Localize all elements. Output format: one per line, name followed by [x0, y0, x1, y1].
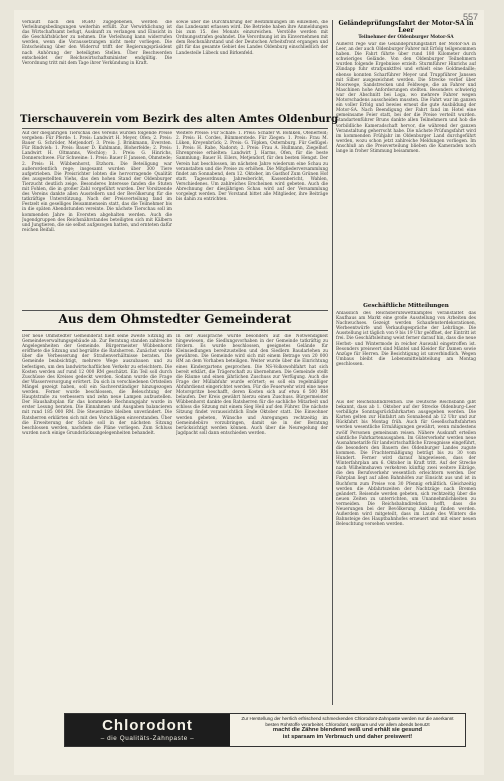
- gemeinderat-heading-block: [20, 312, 330, 326]
- left-top-column-1: [22, 20, 172, 108]
- motor-sa-headline: Geländeprüfungsfahrt der Motor-SA in Leer: [338, 20, 474, 34]
- newspaper-page: [14, 10, 484, 775]
- reichsbahn-text: Aus der Reichsbahndirektion. Die Deutsche Reichsbahn gibt bekannt, dass ab 1. Oktober auf der Strecke Oldenburg–Leer verbilligte Sonntagsrückfahrkarten ausgegeben werden. Die Karten gelten zur Hinfahrt am Sonnabend ab 12 Uhr und zur Rückfahrt bis Montag früh. Auch für Gesellschaftsfahrten werden wesentliche Ermäßigungen gewährt, wenn mindestens zwölf Personen gemeinsam reisen. Nähere Auskunft erteilen sämtliche Fahrkartenausgaben. Im Güterverkehr werden neue Ausnahmetarife für landwirtschaftliche Erzeugnisse eingeführt, die besonders den Bauern des Oldenburger Landes zugute kommen. Die Frachtermäßigung beträgt bis zu 30 vom Hundert. Ferner wird darauf hingewiesen, dass der Winterfahrplan am 6. Oktober in Kraft tritt. Auf der Strecke nach Wilhelmshaven verkehren künftig zwei weitere Eilzüge, die den Berufsverkehr wesentlich erleichtern werden. Der Fahrplan liegt auf allen Bahnhöfen zur Einsicht aus und ist in Buchform zum Preise von 30 Pfennig erhältlich. Gleichzeitig werden die Abfahrtszeiten der Nachtzüge nach Bremen geändert. Reisende werden gebeten, sich rechtzeitig über die neuen Zeiten zu unterrichten, um Unannehmlichkeiten zu vermeiden. Die Reichsbahndirektion hofft, dass die Neuerungen bei der Bevölkerung Anklang finden werden. Außerdem wird mitgeteilt, dass im Laufe des Winters die Bahnsteige des Hauptbahnhofes erneuert und mit einer neuen Beleuchtung versehen werden.: [336, 400, 476, 528]
- tierschau-column-2: [176, 131, 328, 275]
- left-top-text-2: sowie über die Durchführung der Bestimmungen im einzelnen, die das Landesamt erlassen wird. Die Betriebe haben ihre Anmeldungen bis zum 15. des Monats einzureichen. Verstöße werden mit Ordnungsstrafen geahndet. Die Verordnung ist im Einvernehmen mit dem Reichsnährstand und der Deutschen Arbeitsfront ergangen und gilt für das gesamte Gebiet des Landes Oldenburg einschließlich der Landesteile Lübeck und Birkenfeld.: [176, 20, 328, 56]
- right-column: [336, 20, 476, 718]
- left-top-column-2: [176, 20, 328, 108]
- tierschau-rule: [22, 128, 328, 129]
- gemeinderat-text-1: Der neue Ohmstedter Gemeinderat hielt seine zweite Sitzung im Gemeindeverwaltungsgebäude ab. Zur Beratung standen zahlreiche Angelegenheiten der Gemeinde. Bürgermeister Wübbenhorst eröffnete die Sitzung und begrüßte die Ratsherren. Zunächst wurde über die Verbesserung der Straßenverhältnisse beraten. Die Gemeinde beabsichtigt, mehrere Wege auszubauen und zu befestigen, um den landwirtschaftlichen Verkehr zu erleichtern. Die Kosten werden auf rund 12 000 RM geschätzt. Ein Teil soll durch Zuschüsse des Kreises gedeckt werden. Sodann wurde die Frage der Wasserversorgung erörtert. Da sich in verschiedenen Ortsteilen Mängel gezeigt haben, soll ein Sachverständiger hinzugezogen werden. Ferner wurde beschlossen, die Beleuchtung der Hauptstraße zu verbessern und zehn neue Lampen aufzustellen. Der Haushaltsplan für das kommende Rechnungsjahr wurde in erster Lesung beraten. Die Einnahmen und Ausgaben balancieren mit rund 185 000 RM. Die Steuersätze bleiben unverändert. Die Ratsherren erklärten sich mit den Vorschlägen einverstanden. Über die Erweiterung der Schule soll in der nächsten Sitzung beschlossen werden, nachdem die Pläne vorliegen. Zum Schluss wurden noch einige Grundstücksangelegenheiten behandelt.: [22, 334, 172, 436]
- ad-brand-name: Chlorodont: [102, 717, 193, 734]
- gemeinderat-bottom-rule: [22, 330, 328, 331]
- ad-copy-line-1: Zur Herstellung der herrlich erfrischend schmeckenden Chlorodont-Zahnpaste werden nur die anerkannt besten Rohstoffe verarbeitet. Chlorodont, sorgsam und vor allem abends benutzt: [241, 716, 454, 727]
- geschaeftliche-headline: Geschäftliche Mitteilungen: [363, 303, 449, 309]
- ad-copy-panel: [230, 714, 465, 746]
- page-number: 557: [462, 12, 478, 22]
- chlorodont-advertisement: [64, 713, 466, 747]
- tierschau-heading-block: [20, 114, 339, 125]
- gemeinderat-column-1: [22, 334, 172, 704]
- gemeinderat-column-2: [176, 334, 328, 704]
- ad-brand-panel: [65, 714, 230, 746]
- ad-slogan: – die Qualitäts-Zahnpaste –: [100, 735, 195, 742]
- left-top-text-1: verkauft nach den RGBO zugegebenen, werden die Verleihungsbedingungen weiterhin erfüllt. Zur Verwirklichung ist das Wirtschaftsamt befugt, Auskunft zu verlangen und Einsicht in die Geschäftsbücher zu nehmen. Die Verleihung kann widerrufen werden, wenn die Voraussetzungen nicht mehr vorliegen. Die Entscheidung über den Widerruf trifft der Regierungspräsident nach Anhörung der beteiligten Stellen. Über Beschwerden entscheidet der Reichswirtschaftsminister endgültig. Die Verordnung tritt mit dem Tage ihrer Verkündung in Kraft.: [22, 20, 172, 66]
- motor-sa-text: Außerst rege war die Geländeprüfungsfahrt der Motor-SA in Leer, an der auch Oldenburger Fahrer mit Erfolg teilgenommen haben. Die Fahrt führte über rund 180 Kilometer durch schwieriges Gelände. Von den Oldenburger Teilnehmern wurden folgende Ergebnisse erzielt: Sturmführer Hinrichs auf Zündapp fuhr strafpunktfrei und erhielt eine Goldmedaille; ebenso konnten Scharführer Meyer und Truppführer Janssen mit Silber ausgezeichnet werden. Die Strecke verlief über Moorwege, Sandstrecken und Feldwege, die an Fahrer und Maschinen hohe Anforderungen stellten. Besonders schwierig war der Abschnitt bei Loga, wo mehrere Fahrer wegen Motorschadens ausscheiden mussten. Die Fahrt war im ganzen ein voller Erfolg und bewies erneut die gute Ausbildung der Motor-SA. Nach Beendigung der Fahrt fand im Hotel eine gemeinsame Feier statt, bei der die Preise verteilt wurden. Standartenführer Bruns dankte allen Teilnehmern und hob die vorbildliche Kameradschaft hervor, die während der ganzen Veranstaltung geherrscht habe. Die nächste Prüfungsfahrt wird im kommenden Frühjahr im Oldenburger Land durchgeführt werden, wozu schon jetzt zahlreiche Meldungen vorliegen. Im Anschluß an die Preisverteilung blieben die Kameraden noch lange in froher Stimmung beisammen.: [336, 42, 476, 154]
- ad-copy-line-3: ist sparsam im Verbrauch und daher preiswert!: [282, 734, 413, 741]
- gemeinderat-text-2: In der Aussprache wurde besonders auf die Notwendigkeit hingewiesen, die Siedlungsvorhaben in der Gemeinde tatkräftig zu fördern. Es wurde beschlossen, geeignetes Gelände für Kleinsiedlungen bereitzustellen und den Siedlern Baudarlehen zu gewähren. Die Gemeinde wird sich mit einem Betrage von 20 000 RM an dem Vorhaben beteiligen. Weiter wurde über die Einrichtung eines Kindergartens gesprochen. Die NS-Volkswohlfahrt hat sich bereit erklärt, die Trägerschaft zu übernehmen. Die Gemeinde stellt die Räume und einen jährlichen Zuschuss zur Verfügung. Auch die Frage der Müllabfuhr wurde erörtert; es soll ein regelmäßiger Abfuhrdienst eingerichtet werden. Für die Feuerwehr wird eine neue Motorspritze beschafft, deren Kosten sich auf etwa 6 500 RM belaufen. Der Kreis gewährt hierzu einen Zuschuss. Bürgermeister Wübbenhorst dankte den Ratsherren für die sachliche Mitarbeit und schloss die Sitzung mit einem Sieg Heil auf den Führer. Die nächste Sitzung findet voraussichtlich Ende Oktober statt. Die Einwohner werden gebeten, Wünsche und Anregungen rechtzeitig im Gemeindebüro vorzubringen, damit sie in der Beratung berücksichtigt werden können. Auch über die Neuregelung der Jagdpacht soll dann entschieden werden.: [176, 334, 328, 436]
- tierschau-text-1: Auf der diesjährigen Tierschau des Vereins wurden folgende Preise vergeben: Für Pferde: 1. Preis: Landwirt H. Meyer, Ofen; 2. Preis: Bauer G. Schröder, Metjendorf; 3. Preis: J. Brinkmann, Eversten. Für Rindvieh: 1. Preis: Bauer D. Kuhlmann, Bloherfelde; 2. Preis: Landwirt H. Oltmanns, Wechloy; 3. Preis: G. Hinrichs, Donnerschwee. Für Schweine: 1. Preis: Bauer F. Janssen, Ohmstede; 2. Preis: H. Wübbenhorst, Etzhorn. Die Beteiligung war außerordentlich rege; insgesamt wurden über 300 Tiere aufgetrieben. Die Preisrichter lobten die hervorragende Qualität des ausgestellten Viehs, das den hohen Stand der Oldenburger Tierzucht deutlich zeige. Besonderes Interesse fanden die Stuten mit Fohlen, die in großer Zahl vorgeführt wurden. Der Vorsitzende des Vereins dankte allen Ausstellern und der Bevölkerung für die tatkräftige Unterstützung. Nach der Preisverteilung fand im Festzelt ein geselliges Beisammensein statt, das die Teilnehmer bis in die späten Abendstunden vereinte. Die nächste Tierschau soll im kommenden Jahre in Eversten abgehalten werden. Auch die Jugendgruppen des Reichsnährstandes beteiligten sich mit Kälbern und Jungtieren, die sie selbst aufgezogen hatten, und ernteten dafür reichen Beifall.: [22, 131, 172, 233]
- gemeinderat-top-rule: [22, 310, 328, 311]
- tierschau-headline: Tierschauverein vom Bezirk des alten Amtes Oldenburg: [20, 114, 339, 125]
- tierschau-text-2: Weitere Preise: Für Schafe: 1. Preis: Schäfer W. Bohlken, Ofenerfeld; 2. Preis: H. Cordes, Bümmerstede. Für Ziegen: 1. Preis: Frau M. Lüken, Kreyenbrück; 2. Preis: G. Töpken, Osternburg. Für Geflügel: 1. Preis: H. Rabe, Nadorst; 2. Preis: Frau A. Hullmann, Ziegelhof. Ehrenpreise erhielten: Landwirt J. Harms, Ofen, für die beste Sammlung; Bauer H. Eilers, Metjendorf, für den besten Hengst. Der Verein hat beschlossen, im nächsten Jahre wiederum eine Schau zu veranstalten und die Preise zu erhöhen. Die Mitgliederversammlung findet am Sonnabend, dem 12. Oktober, im Gasthof Zum Grünen Hof statt. Tagesordnung: Jahresbericht, Kassenbericht, Wahlen, Verschiedenes. Um zahlreiches Erscheinen wird gebeten. Auch die Abrechnung der diesjährigen Schau wird auf der Versammlung vorgelegt werden. Der Vorstand bittet alle Mitglieder, ihre Beiträge bis dahin zu entrichten.: [176, 131, 328, 203]
- tierschau-column-1: [22, 131, 172, 275]
- geschaeftliche-text: Anlässlich des Reichsberufswettkampfes veranstaltet das Kaufhaus am Markt eine große Ausstellung von Arbeiten des Nachwuchses. Gezeigt werden Schaufensterdekorationen, Werbeentwürfe und Verkaufsgespräche der Lehrlinge. Die Ausstellung ist täglich von 9 bis 19 Uhr geöffnet, der Eintritt ist frei. Die Geschäftsleitung weist ferner darauf hin, dass die neue Herbst- und Wintermode in reicher Auswahl eingetroffen ist. Besonders preiswert sind Mäntel und Kleider für Damen sowie Anzüge für Herren. Die Besichtigung ist unverbindlich. Wegen Umbaus bleibt die Lebensmittelabteilung am Montag geschlossen.: [336, 311, 476, 367]
- motor-sa-subtitle: Teilnehmer der Oldenburger Motor-SA: [358, 35, 454, 40]
- gemeinderat-headline: Aus dem Ohmstedter Gemeinderat: [58, 312, 292, 326]
- ad-copy-line-2: macht die Zähne blendend weiß und erhält sie gesund: [272, 727, 423, 734]
